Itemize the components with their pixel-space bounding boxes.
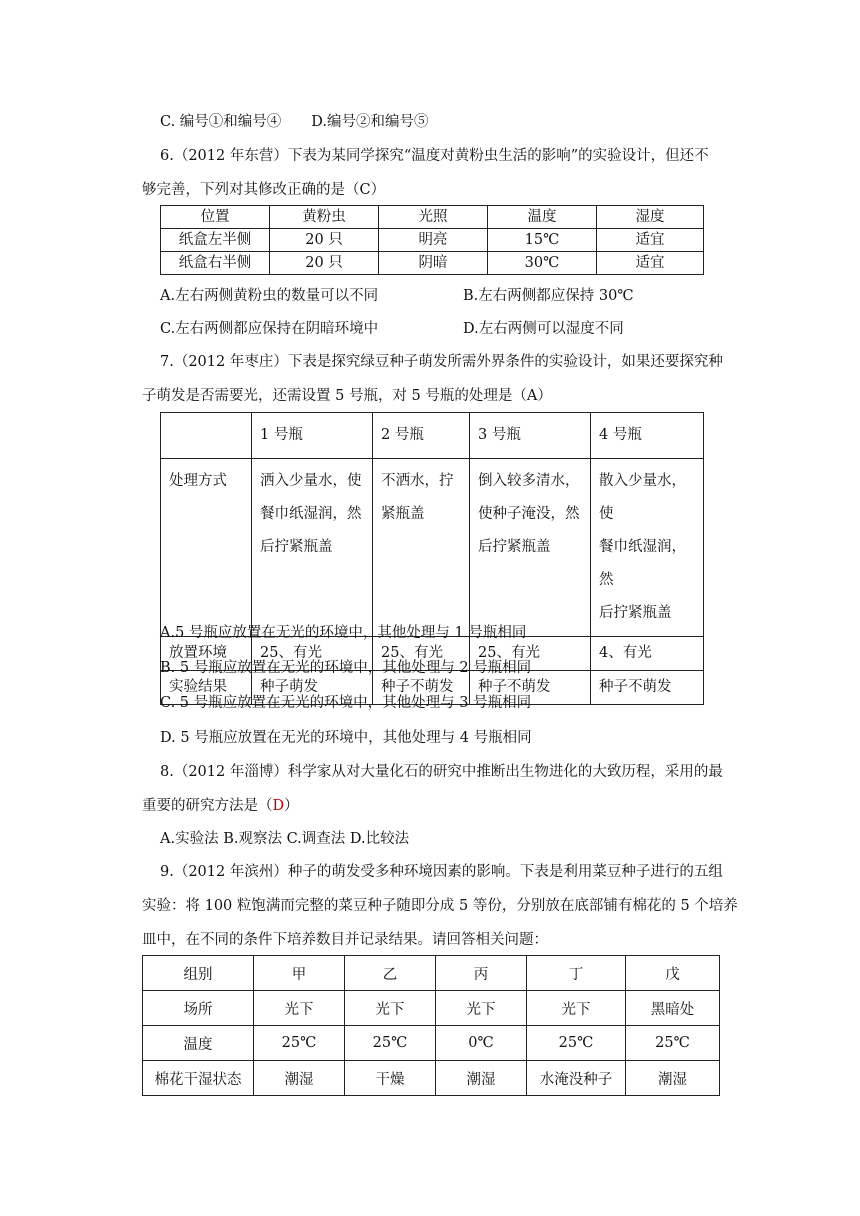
q9-cell: 潮湿 xyxy=(626,1061,720,1096)
q7-cell-line: 后拧紧瓶盖 xyxy=(599,605,672,621)
q8-options: A.实验法 B.观察法 C.调查法 D.比较法 xyxy=(160,831,410,847)
q7-cell-line: 后拧紧瓶盖 xyxy=(260,539,333,555)
q7-option-c: C. 5 号瓶应放置在无光的环境中，其他处理与 3 号瓶相同 xyxy=(160,695,532,711)
q7-cell-line: 洒入少量水，使 xyxy=(260,473,362,489)
q7-stem-line2: 子萌发是否需要光，还需设置 5 号瓶，对 5 号瓶的处理是（A） xyxy=(142,388,552,404)
q7-cell: 25、有光 xyxy=(373,637,470,671)
q7-cell: 种子萌发 xyxy=(252,671,373,705)
q6-header-cell: 温度 xyxy=(488,206,597,229)
q6-cell: 20 只 xyxy=(270,252,379,275)
q9-cell: 水淹没种子 xyxy=(527,1061,626,1096)
q9-stem-line3: 皿中，在不同的条件下培养数目并记录结果。请回答相关问题： xyxy=(142,932,548,948)
q6-header-cell: 光照 xyxy=(379,206,488,229)
q9-cell: 潮湿 xyxy=(436,1061,527,1096)
q5-options-line xyxy=(160,112,705,132)
table-header-row xyxy=(161,413,704,459)
q8-stem-text: 重要的研究方法是（ xyxy=(142,798,273,814)
q6-cell: 纸盒左半侧 xyxy=(161,229,270,252)
q6-options-ab xyxy=(160,286,705,306)
q7-header-cell: 2 号瓶 xyxy=(373,413,470,459)
q7-row-label: 实验结果 xyxy=(161,671,252,705)
q7-stem-line1: 7.（2012 年枣庄）下表是探究绿豆种子萌发所需外界条件的实验设计，如果还要探究种 xyxy=(160,354,723,370)
q9-cell: 25℃ xyxy=(345,1026,436,1061)
q8-answer: D xyxy=(272,798,285,814)
table-row xyxy=(143,1061,720,1096)
q5-option-d: D.编号②和编号⑤ xyxy=(311,114,429,130)
q9-header-cell: 甲 xyxy=(254,956,345,991)
q7-cell: 25、有光 xyxy=(252,637,373,671)
q9-header-cell: 丁 xyxy=(527,956,626,991)
q7-cell xyxy=(470,459,591,637)
q7-cell: 4、有光 xyxy=(591,637,704,671)
q8-stem-line1: 8.（2012 年淄博）科学家从对大量化石的研究中推断出生物进化的大致历程，采用的最 xyxy=(160,764,723,780)
table-row xyxy=(143,1026,720,1061)
q7-option-d: D. 5 号瓶应放置在无光的环境中，其他处理与 4 号瓶相同 xyxy=(160,730,532,746)
q7-header-cell: 4 号瓶 xyxy=(591,413,704,459)
q6-cell: 适宜 xyxy=(597,252,704,275)
table-row xyxy=(161,252,704,275)
q8-stem-line2 xyxy=(142,796,687,816)
q9-cell: 棉花干湿状态 xyxy=(143,1061,254,1096)
q7-row-label: 处理方式 xyxy=(161,459,252,637)
q6-stem-line1: 6.（2012 年东营）下表为某同学探究“温度对黄粉虫生活的影响”的实验设计，但还不 xyxy=(160,148,709,164)
q6-cell: 20 只 xyxy=(270,229,379,252)
q9-cell: 潮湿 xyxy=(254,1061,345,1096)
q6-header-cell: 黄粉虫 xyxy=(270,206,379,229)
q7-header-cell: 1 号瓶 xyxy=(252,413,373,459)
q6-cell: 适宜 xyxy=(597,229,704,252)
q6-cell: 15℃ xyxy=(488,229,597,252)
q6-table xyxy=(160,205,704,275)
q7-cell: 25、有光 xyxy=(470,637,591,671)
q9-cell: 25℃ xyxy=(527,1026,626,1061)
q9-cell: 光下 xyxy=(254,991,345,1026)
q9-cell: 温度 xyxy=(143,1026,254,1061)
q7-cell-line: 使种子淹没，然 xyxy=(478,506,580,522)
q6-options-cd xyxy=(160,319,705,339)
q7-option-a: A.5 号瓶应放置在无光的环境中，其他处理与 1 号瓶相同 xyxy=(160,625,527,641)
q9-cell: 光下 xyxy=(527,991,626,1026)
q7-cell-line: 不洒水，拧 xyxy=(381,473,454,489)
q9-header-cell: 乙 xyxy=(345,956,436,991)
q6-option-a: A.左右两侧黄粉虫的数量可以不同 xyxy=(160,288,379,304)
q6-cell: 明亮 xyxy=(379,229,488,252)
table-row xyxy=(161,229,704,252)
q9-cell: 0℃ xyxy=(436,1026,527,1061)
q7-cell-line: 后拧紧瓶盖 xyxy=(478,539,551,555)
q6-header-cell: 位置 xyxy=(161,206,270,229)
q6-cell: 阴暗 xyxy=(379,252,488,275)
q9-cell: 25℃ xyxy=(254,1026,345,1061)
q7-cell: 种子不萌发 xyxy=(373,671,470,705)
q6-cell: 30℃ xyxy=(488,252,597,275)
q9-cell: 光下 xyxy=(436,991,527,1026)
q9-table xyxy=(142,955,720,1096)
q7-cell-line: 紧瓶盖 xyxy=(381,506,425,522)
table-header-row xyxy=(161,206,704,229)
q7-cell-line: 餐巾纸湿润，然 xyxy=(260,506,362,522)
q7-cell: 种子不萌发 xyxy=(591,671,704,705)
q7-header-cell xyxy=(161,413,252,459)
q9-header-cell: 丙 xyxy=(436,956,527,991)
q7-option-b: B. 5 号瓶应放置在无光的环境中，其他处理与 2 号瓶相同 xyxy=(160,660,532,676)
q6-stem-line2: 够完善，下列对其修改正确的是（C） xyxy=(142,182,386,198)
table-row xyxy=(161,459,704,637)
q7-cell xyxy=(591,459,704,637)
q9-cell: 黑暗处 xyxy=(626,991,720,1026)
q9-cell: 干燥 xyxy=(345,1061,436,1096)
q6-option-d: D.左右两侧可以湿度不同 xyxy=(463,321,624,337)
q6-option-c: C.左右两侧都应保持在阴暗环境中 xyxy=(160,321,379,337)
q9-cell: 25℃ xyxy=(626,1026,720,1061)
q9-cell: 场所 xyxy=(143,991,254,1026)
q7-row-label: 放置环境 xyxy=(161,637,252,671)
q9-stem-line1: 9.（2012 年滨州）种子的萌发受多种环境因素的影响。下表是利用菜豆种子进行的五组 xyxy=(160,864,723,880)
q7-cell-line: 倒入较多清水， xyxy=(478,473,580,489)
q9-cell: 光下 xyxy=(345,991,436,1026)
q6-header-cell: 湿度 xyxy=(597,206,704,229)
q9-stem-line2: 实验：将 100 粒饱满而完整的菜豆种子随即分成 5 等份，分别放在底部铺有棉花的 5 个培养 xyxy=(142,898,738,914)
q6-option-b: B.左右两侧都应保持 30℃ xyxy=(463,288,634,304)
table-header-row xyxy=(143,956,720,991)
q9-header-cell: 组别 xyxy=(143,956,254,991)
q7-cell: 种子不萌发 xyxy=(470,671,591,705)
q7-header-cell: 3 号瓶 xyxy=(470,413,591,459)
table-row xyxy=(143,991,720,1026)
q7-cell xyxy=(373,459,470,637)
q7-cell xyxy=(252,459,373,637)
q7-cell-line: 散入少量水，使 xyxy=(599,473,686,522)
q5-option-c: C. 编号①和编号④ xyxy=(160,114,282,130)
q6-cell: 纸盒右半侧 xyxy=(161,252,270,275)
q7-cell-line: 餐巾纸湿润，然 xyxy=(599,539,686,588)
q8-stem-close: ） xyxy=(284,798,299,814)
q9-header-cell: 戊 xyxy=(626,956,720,991)
